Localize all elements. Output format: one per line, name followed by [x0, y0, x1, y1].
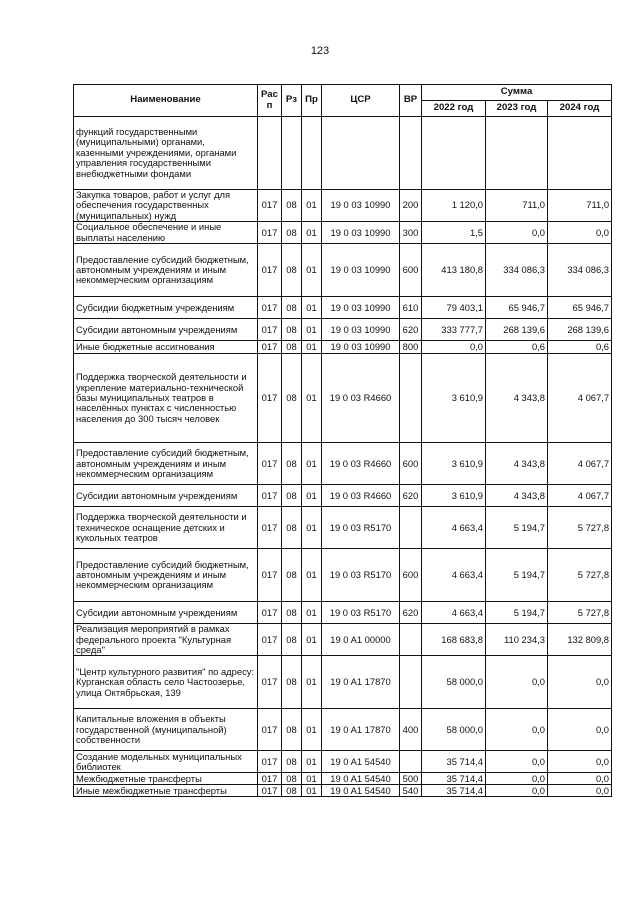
cell-ras: 017 [258, 656, 282, 709]
cell-csr: 19 0 A1 17870 [322, 709, 400, 751]
cell-csr: 19 0 03 10990 [322, 244, 400, 297]
cell-2024: 0,0 [548, 773, 612, 785]
cell-csr: 19 0 03 10990 [322, 222, 400, 244]
cell-vr: 600 [400, 549, 422, 602]
header-pr: Пр [302, 85, 322, 117]
cell-ras: 017 [258, 507, 282, 549]
header-year-2024: 2024 год [548, 101, 612, 117]
cell-vr [400, 354, 422, 443]
cell-2023: 268 139,6 [486, 319, 548, 341]
cell-vr: 610 [400, 297, 422, 319]
cell-pr: 01 [302, 709, 322, 751]
cell-2022: 3 610,9 [422, 485, 486, 507]
cell-ras: 017 [258, 624, 282, 656]
cell-name: Предоставление субсидий бюджетным, автономным учреждениям и иным некоммерческим организациям [74, 244, 258, 297]
cell-2023: 5 194,7 [486, 549, 548, 602]
cell-csr: 19 0 03 R4660 [322, 443, 400, 485]
cell-name: Субсидии автономным учреждениям [74, 319, 258, 341]
table-row [74, 244, 612, 297]
cell-pr: 01 [302, 297, 322, 319]
cell-2023: 110 234,3 [486, 624, 548, 656]
cell-ras: 017 [258, 190, 282, 222]
cell-rz: 08 [282, 773, 302, 785]
cell-rz: 08 [282, 549, 302, 602]
cell-rz: 08 [282, 602, 302, 624]
cell-2023: 4 343,8 [486, 443, 548, 485]
header-vr: ВР [400, 85, 422, 117]
cell-vr: 400 [400, 709, 422, 751]
cell-2024: 0,6 [548, 341, 612, 354]
cell-ras: 017 [258, 319, 282, 341]
cell-vr: 600 [400, 244, 422, 297]
cell-2023: 0,0 [486, 773, 548, 785]
cell-2024: 0,0 [548, 785, 612, 797]
cell-rz: 08 [282, 443, 302, 485]
cell-pr: 01 [302, 624, 322, 656]
cell-csr: 19 0 A1 17870 [322, 656, 400, 709]
cell-pr [302, 117, 322, 190]
cell-vr [400, 507, 422, 549]
cell-rz: 08 [282, 222, 302, 244]
cell-2022: 4 663,4 [422, 507, 486, 549]
cell-ras: 017 [258, 773, 282, 785]
cell-csr: 19 0 A1 54540 [322, 773, 400, 785]
cell-rz: 08 [282, 319, 302, 341]
cell-ras: 017 [258, 485, 282, 507]
table-row [74, 549, 612, 602]
cell-pr: 01 [302, 785, 322, 797]
cell-ras: 017 [258, 341, 282, 354]
cell-2023: 65 946,7 [486, 297, 548, 319]
cell-rz: 08 [282, 297, 302, 319]
cell-ras: 017 [258, 549, 282, 602]
cell-rz: 08 [282, 709, 302, 751]
cell-csr: 19 0 A1 54540 [322, 785, 400, 797]
table-row [74, 602, 612, 624]
cell-2023: 334 086,3 [486, 244, 548, 297]
cell-name: Предоставление субсидий бюджетным, автономным учреждениям и иным некоммерческим организациям [74, 549, 258, 602]
cell-ras: 017 [258, 751, 282, 773]
cell-vr: 620 [400, 485, 422, 507]
cell-vr: 600 [400, 443, 422, 485]
cell-pr: 01 [302, 602, 322, 624]
cell-2022: 35 714,4 [422, 751, 486, 773]
cell-2024: 334 086,3 [548, 244, 612, 297]
cell-2023: 0,0 [486, 785, 548, 797]
cell-2024: 0,0 [548, 222, 612, 244]
cell-rz: 08 [282, 624, 302, 656]
cell-vr: 620 [400, 319, 422, 341]
cell-2024 [548, 117, 612, 190]
table-row [74, 507, 612, 549]
cell-2022 [422, 117, 486, 190]
cell-ras: 017 [258, 602, 282, 624]
cell-csr: 19 0 03 R4660 [322, 485, 400, 507]
cell-rz: 08 [282, 190, 302, 222]
cell-vr: 200 [400, 190, 422, 222]
cell-vr [400, 656, 422, 709]
cell-pr: 01 [302, 656, 322, 709]
cell-pr: 01 [302, 773, 322, 785]
cell-2024: 268 139,6 [548, 319, 612, 341]
cell-2022: 1 120,0 [422, 190, 486, 222]
cell-name: Реализация мероприятий в рамках федерального проекта "Культурная среда" [74, 624, 258, 656]
table-row [74, 341, 612, 354]
cell-2024: 0,0 [548, 656, 612, 709]
table-row [74, 624, 612, 656]
cell-2023: 0,6 [486, 341, 548, 354]
cell-name: Субсидии бюджетным учреждениям [74, 297, 258, 319]
cell-2023: 0,0 [486, 222, 548, 244]
cell-rz: 08 [282, 485, 302, 507]
table-row [74, 222, 612, 244]
cell-2022: 0,0 [422, 341, 486, 354]
cell-ras: 017 [258, 222, 282, 244]
cell-name: Субсидии автономным учреждениям [74, 485, 258, 507]
cell-vr: 800 [400, 341, 422, 354]
cell-2024: 132 809,8 [548, 624, 612, 656]
cell-2023: 711,0 [486, 190, 548, 222]
cell-2024: 5 727,8 [548, 602, 612, 624]
table-header [74, 85, 612, 117]
cell-name: Закупка товаров, работ и услуг для обеспечения государственных (муниципальных) нужд [74, 190, 258, 222]
cell-rz: 08 [282, 656, 302, 709]
cell-2024: 65 946,7 [548, 297, 612, 319]
header-summa: Сумма [422, 85, 612, 101]
cell-ras: 017 [258, 297, 282, 319]
cell-2022: 413 180,8 [422, 244, 486, 297]
cell-name: функций государственными (муниципальными) органами, казенными учреждениями, органами управления государственными внебюджетными фондами [74, 117, 258, 190]
cell-2024: 4 067,7 [548, 354, 612, 443]
cell-2023: 0,0 [486, 751, 548, 773]
cell-name: Поддержка творческой деятельности и техническое оснащение детских и кукольных театров [74, 507, 258, 549]
cell-2022: 3 610,9 [422, 443, 486, 485]
cell-name: Иные бюджетные ассигнования [74, 341, 258, 354]
cell-pr: 01 [302, 549, 322, 602]
cell-vr [400, 624, 422, 656]
table-row [74, 297, 612, 319]
table-row [74, 190, 612, 222]
cell-csr: 19 0 03 10990 [322, 341, 400, 354]
cell-csr: 19 0 A1 00000 [322, 624, 400, 656]
cell-2024: 4 067,7 [548, 443, 612, 485]
cell-rz: 08 [282, 244, 302, 297]
cell-2022: 1,5 [422, 222, 486, 244]
cell-name: "Центр культурного развития" по адресу: Курганская область село Частоозерье, улица Октябрьская, 139 [74, 656, 258, 709]
cell-2023: 5 194,7 [486, 507, 548, 549]
cell-2022: 168 683,8 [422, 624, 486, 656]
cell-2023: 4 343,8 [486, 354, 548, 443]
cell-rz [282, 117, 302, 190]
cell-vr: 540 [400, 785, 422, 797]
cell-2022: 4 663,4 [422, 602, 486, 624]
cell-ras: 017 [258, 709, 282, 751]
cell-2022: 58 000,0 [422, 656, 486, 709]
cell-name: Иные межбюджетные трансферты [74, 785, 258, 797]
cell-pr: 01 [302, 341, 322, 354]
table-row [74, 485, 612, 507]
cell-pr: 01 [302, 319, 322, 341]
cell-2023: 0,0 [486, 709, 548, 751]
cell-2024: 0,0 [548, 709, 612, 751]
table-row [74, 656, 612, 709]
cell-2022: 35 714,4 [422, 785, 486, 797]
table-row [74, 319, 612, 341]
cell-vr [400, 751, 422, 773]
cell-2024: 0,0 [548, 751, 612, 773]
cell-pr: 01 [302, 751, 322, 773]
cell-2024: 5 727,8 [548, 549, 612, 602]
cell-2022: 35 714,4 [422, 773, 486, 785]
cell-pr: 01 [302, 485, 322, 507]
cell-csr: 19 0 03 10990 [322, 319, 400, 341]
budget-table [73, 84, 612, 797]
cell-csr: 19 0 A1 54540 [322, 751, 400, 773]
cell-vr: 300 [400, 222, 422, 244]
header-csr: ЦСР [322, 85, 400, 117]
cell-2023 [486, 117, 548, 190]
cell-pr: 01 [302, 222, 322, 244]
cell-2022: 3 610,9 [422, 354, 486, 443]
table-row [74, 773, 612, 785]
cell-2022: 79 403,1 [422, 297, 486, 319]
cell-ras: 017 [258, 785, 282, 797]
cell-2022: 4 663,4 [422, 549, 486, 602]
cell-csr: 19 0 03 10990 [322, 190, 400, 222]
cell-rz: 08 [282, 785, 302, 797]
cell-pr: 01 [302, 190, 322, 222]
cell-2022: 333 777,7 [422, 319, 486, 341]
cell-pr: 01 [302, 443, 322, 485]
cell-csr [322, 117, 400, 190]
table-row [74, 751, 612, 773]
cell-vr: 620 [400, 602, 422, 624]
cell-rz: 08 [282, 354, 302, 443]
table-row [74, 117, 612, 190]
cell-name: Социальное обеспечение и иные выплаты населению [74, 222, 258, 244]
cell-2024: 711,0 [548, 190, 612, 222]
cell-rz: 08 [282, 751, 302, 773]
cell-name: Межбюджетные трансферты [74, 773, 258, 785]
page-number: 123 [310, 45, 330, 57]
cell-name: Капитальные вложения в объекты государственной (муниципальной) собственности [74, 709, 258, 751]
cell-rz: 08 [282, 341, 302, 354]
header-year-2022: 2022 год [422, 101, 486, 117]
cell-vr: 500 [400, 773, 422, 785]
cell-ras [258, 117, 282, 190]
cell-ras: 017 [258, 443, 282, 485]
cell-ras: 017 [258, 244, 282, 297]
cell-pr: 01 [302, 244, 322, 297]
cell-pr: 01 [302, 354, 322, 443]
cell-ras: 017 [258, 354, 282, 443]
header-name: Наименование [74, 85, 258, 117]
header-rz: Рз [282, 85, 302, 117]
table-body [74, 117, 612, 797]
cell-vr [400, 117, 422, 190]
cell-name: Предоставление субсидий бюджетным, автономным учреждениям и иным некоммерческим организациям [74, 443, 258, 485]
cell-2024: 4 067,7 [548, 485, 612, 507]
cell-2023: 4 343,8 [486, 485, 548, 507]
cell-2023: 5 194,7 [486, 602, 548, 624]
cell-2022: 58 000,0 [422, 709, 486, 751]
cell-name: Субсидии автономным учреждениям [74, 602, 258, 624]
table-row [74, 709, 612, 751]
cell-csr: 19 0 03 10990 [322, 297, 400, 319]
table-row [74, 785, 612, 797]
cell-csr: 19 0 03 R5170 [322, 549, 400, 602]
cell-name: Поддержка творческой деятельности и укрепление материально-технической базы муниципальных театров в населённых пунктах с численностью населения до 300 тысяч человек [74, 354, 258, 443]
cell-csr: 19 0 03 R5170 [322, 602, 400, 624]
table-row [74, 354, 612, 443]
cell-2023: 0,0 [486, 656, 548, 709]
cell-rz: 08 [282, 507, 302, 549]
cell-csr: 19 0 03 R5170 [322, 507, 400, 549]
header-year-2023: 2023 год [486, 101, 548, 117]
cell-2024: 5 727,8 [548, 507, 612, 549]
table-row [74, 443, 612, 485]
cell-pr: 01 [302, 507, 322, 549]
header-ras: Рас п [258, 85, 282, 117]
cell-csr: 19 0 03 R4660 [322, 354, 400, 443]
cell-name: Создание модельных муниципальных библиотек [74, 751, 258, 773]
